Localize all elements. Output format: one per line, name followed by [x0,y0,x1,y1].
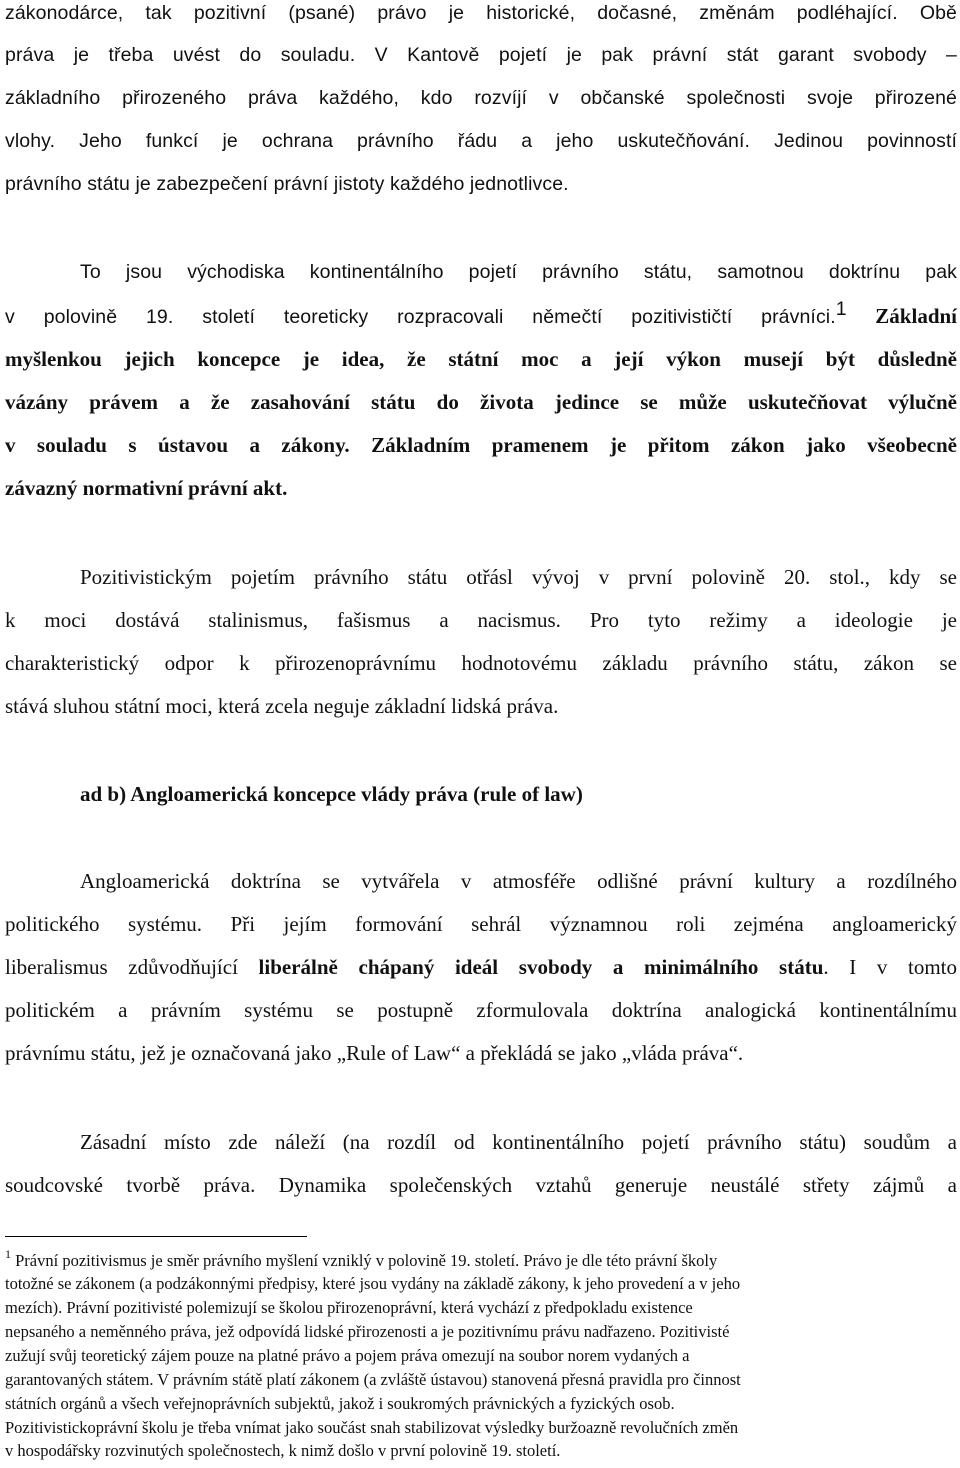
footnote-marker: 1 [5,1247,11,1261]
paragraph-4-line-5: právnímu státu, jež je označovaná jako „Rule of Law“ a překládá se jako „vláda práva“. [5,1041,744,1065]
paragraph-2-line-2-bold: Základní [875,304,958,328]
footnote-line-6: garantovaných státem. V právním státě platí zákonem (a zvláště ústavou) stanovená přesná pravidla pro činnost [5,1370,741,1389]
paragraph-3-line-1: Pozitivistickým pojetím právního státu otřásl vývoj v první polovině 20. stol., kdy se [80,565,957,589]
paragraph-2-line-1: To jsou východiska kontinentálního pojetí právního státu, samotnou doktrínu pak [80,261,957,283]
paragraph-4-line-4: politickém a právním systému se postupně zformulovala doktrína analogická kontinentálnímu [5,998,957,1022]
paragraph-2-line-4: vázány právem a že zasahování státu do života jedince se může uskutečňovat výlučně [5,390,957,414]
paragraph-2-line-6: závazný normativní právní akt. [5,476,288,500]
footnote-line-1-text: Právní pozitivismus je směr právního myšlení vzniklý v polovině 19. století. Právo je dle této právní školy [15,1251,718,1270]
paragraph-2-line-2 [5,298,958,331]
paragraph-2-line-5: v souladu s ústavou a zákony. Základním pramenem je přitom zákon jako všeobecně [5,433,957,457]
paragraph-1-line-3: základního přirozeného práva každého, kdo rozvíjí v občanské společnosti svoje přirozené [5,87,957,109]
footnote-line-9: v hospodářsky rozvinutých společnostech, k nimž došlo v první polovině 19. století. [5,1441,561,1460]
footnote-line-1 [5,1247,957,1272]
paragraph-3-line-2 [5,606,957,634]
footnote-line-4: nepsaného a neměnného práva, jež odpovídá lidské přirozenosti a je pozitivnímu právu nadřazeno. Pozitivisté [5,1322,730,1341]
paragraph-1-line-1: zákonodárce, tak pozitivní (psané) právo je historické, dočasné, změnám podléhající. Obě [5,2,957,24]
section-heading: ad b) Angloamerická koncepce vlády práva (rule of law) [80,782,583,806]
footnote-line-2: totožné se zákonem (a podzákonnými předpisy, které jsou vydány na základě zákony, k jeho provedení a v jeho [5,1274,741,1293]
paragraph-4-line-3 [5,953,957,981]
paragraph-5-line-1: Zásadní místo zde náleží (na rozdíl od kontinentálního pojetí právního státu) soudům a [80,1130,957,1154]
paragraph-1-line-2: práva je třeba uvést do souladu. V Kantově pojetí je pak právní stát garant svobody – [5,44,957,66]
paragraph-1-line-5: právního státu je zabezpečení právní jistoty každého jednotlivce. [5,173,569,195]
paragraph-4-line-3-c: . I v tomto [823,955,957,979]
paragraph-4-line-3-a: liberalismus zdůvodňující [5,955,238,979]
paragraph-1-line-4: vlohy. Jeho funkcí je ochrana právního řádu a jeho uskutečňování. Jedinou povinností [5,130,957,152]
footnote-reference: 1 [835,298,847,320]
paragraph-3-line-2-a: k moci dostává stalinismus, fašismus a nacismus. [5,608,561,632]
paragraph-4-line-3-bold: liberálně chápaný ideál svobody a minimálního státu [258,955,824,979]
paragraph-4-line-2: politického systému. Při jejím formování sehrál významnou roli zejména angloamerický [5,912,957,936]
paragraph-3-line-2-b: Pro tyto režimy a ideologie je [589,608,957,632]
paragraph-4-line-1: Angloamerická doktrína se vytvářela v atmosféře odlišné právní kultury a rozdílného [80,869,957,893]
paragraph-2-line-3: myšlenkou jejich koncepce je idea, že státní moc a její výkon musejí být důsledně [5,347,957,371]
footnote-line-5: zužují svůj teoretický zájem pouze na platné právo a pojem práva omezují na soubor norem vydaných a [5,1346,690,1365]
paragraph-3-line-4: stává sluhou státní moci, která zcela neguje základní lidská práva. [5,694,559,718]
paragraph-5-line-2: soudcovské tvorbě práva. Dynamika společenských vztahů generuje neustálé střety zájmů a [5,1173,957,1197]
footnote-line-8: Pozitivistickoprávní školu je třeba vnímat jako součást snah stabilizovat výsledky buržoazně revolučních změn [5,1418,739,1437]
footnote-separator [5,1236,307,1237]
footnote-line-3: mezích). Právní pozitivisté polemizují se školou přirozenoprávní, která vychází z předpokladu existence [5,1298,693,1317]
paragraph-3-line-3: charakteristický odpor k přirozenoprávnímu hodnotovému základu právního státu, zákon se [5,651,957,675]
footnote-line-7: státních orgánů a všech veřejnoprávních subjektů, jakož i soukromých právnických a fyzických osob. [5,1394,675,1413]
paragraph-2-line-2-text: v polovině 19. století teoreticky rozpracovali němečtí pozitivističtí právníci. [5,306,836,328]
